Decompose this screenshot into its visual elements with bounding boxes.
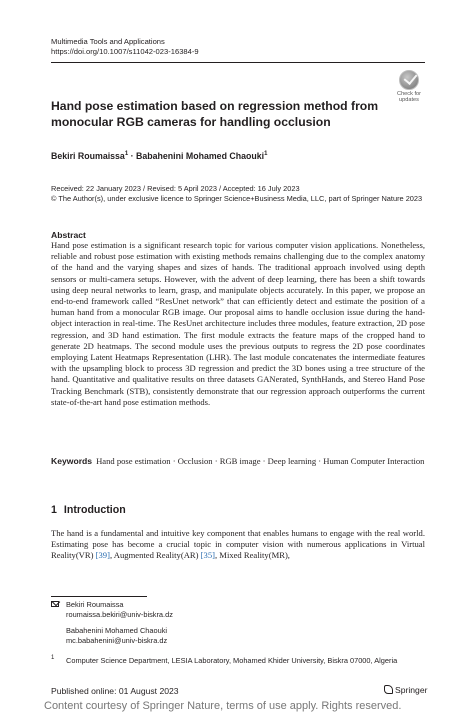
article-title: Hand pose estimation based on regression method from monocular RGB cameras for handling occlusion <box>51 99 379 129</box>
publisher-name: Springer <box>395 685 428 695</box>
author-list <box>51 148 267 162</box>
doi-link[interactable]: https://doi.org/10.1007/s11042-023-16384-9 <box>51 47 199 56</box>
affiliation: Computer Science Department, LESIA Laboratory, Mohamed Khider University, Biskra 07000, Algeria <box>66 656 398 665</box>
contact-name: Bekiri Roumaissa <box>66 600 124 609</box>
author-2-affil-mark: 1 <box>264 151 268 157</box>
introduction-text: The hand is a fundamental and intuitive key component that enables humans to engage with the real world. Estimating pose has become a crucial topic in computer vision with numerous applications in Virtual Reality(VR) [39], Augmented Reality(AR) [35], Mixed Reality(MR), <box>51 528 425 561</box>
check-for-updates-badge[interactable] <box>392 70 426 102</box>
keywords-text: Hand pose estimation · Occlusion · RGB image · Deep learning · Human Computer Interaction <box>96 456 425 466</box>
check-for-updates-label: Check for updates <box>397 91 421 104</box>
courtesy-watermark: Content courtesy of Springer Nature, terms of use apply. Rights reserved. <box>44 700 402 712</box>
journal-header <box>51 37 199 57</box>
publisher-logo <box>384 685 427 695</box>
contact-name: Babahenini Mohamed Chaouki <box>66 626 168 635</box>
citation-link[interactable]: [35] <box>200 550 215 561</box>
published-date: Published online: 01 August 2023 <box>51 686 179 696</box>
keywords-label: Keywords <box>51 456 93 466</box>
header-rule <box>51 62 425 63</box>
affiliation-number: 1 <box>51 655 55 661</box>
springer-horse-icon <box>384 685 393 694</box>
history-dates: Received: 22 January 2023 / Revised: 5 April 2023 / Accepted: 16 July 2023 <box>51 184 300 193</box>
article-history <box>51 184 431 204</box>
section-heading <box>51 504 126 516</box>
journal-name: Multimedia Tools and Applications <box>51 37 165 46</box>
corresponding-authors <box>66 600 173 646</box>
contact-email[interactable]: mc.babahenini@univ-biskra.dz <box>66 636 168 645</box>
citation-link[interactable]: [39] <box>95 550 110 561</box>
section-title: Introduction <box>63 504 126 516</box>
footnote-rule <box>51 596 147 597</box>
check-for-updates-icon <box>399 70 419 90</box>
contact-email[interactable]: roumaissa.bekiri@univ-biskra.dz <box>66 610 173 619</box>
keywords <box>51 456 425 467</box>
author-separator: · <box>130 150 134 161</box>
section-number: 1 <box>51 504 57 516</box>
envelope-icon <box>51 601 59 607</box>
author-1[interactable]: Bekiri Roumaissa <box>51 150 125 161</box>
abstract-heading: Abstract <box>51 230 86 240</box>
author-1-affil-mark: 1 <box>124 151 129 157</box>
abstract-text: Hand pose estimation is a significant research topic for various computer vision applications. Nonetheless, reliable and robust pose estimation with existing methods remains challenging due to the complex anatomy of the hand and the varying shapes and sizes of hands. The traditional approach involved using depth sensors or multi-camera setups. However, with the advent of deep learning, there has been a shift towards using deep neural networks to learn, grasp, and manipulate objects accurately. In this paper, we propose an end-to-end framework called “ResUnet network” that can efficiently detect and estimate the position of a human hand from a monocular RGB image. Our proposal aims to handle occlusion issue during the hand-object interaction in real-time. The ResUnet architecture includes three modules, feature extraction, 2D pose regression, and 3D hand estimation. The first module extracts the feature maps of the cropped hand to generate 2D heatmaps. The second module uses the previous outputs to regress the 2D pose coordinates employing Latent Heatmaps Representation (LHR). The last module concatenates the intermediate features with the upsampling block to process 3D regression and predict the 3D bones using a tree structure of the hand. Quantitative and qualitative results on three datasets GANerated, SynthHands, and Stereo Hand Pose Tracking Benchmark (STB), consistently demonstrate that our regression approach outperforms the current state-of-the-art hand pose estimation methods. <box>51 240 425 407</box>
copyright-line: © The Author(s), under exclusive licence to Springer Science+Business Media, LLC, part of Springer Nature 2023 <box>51 194 423 203</box>
author-2[interactable]: Babahenini Mohamed Chaouki <box>136 150 265 161</box>
